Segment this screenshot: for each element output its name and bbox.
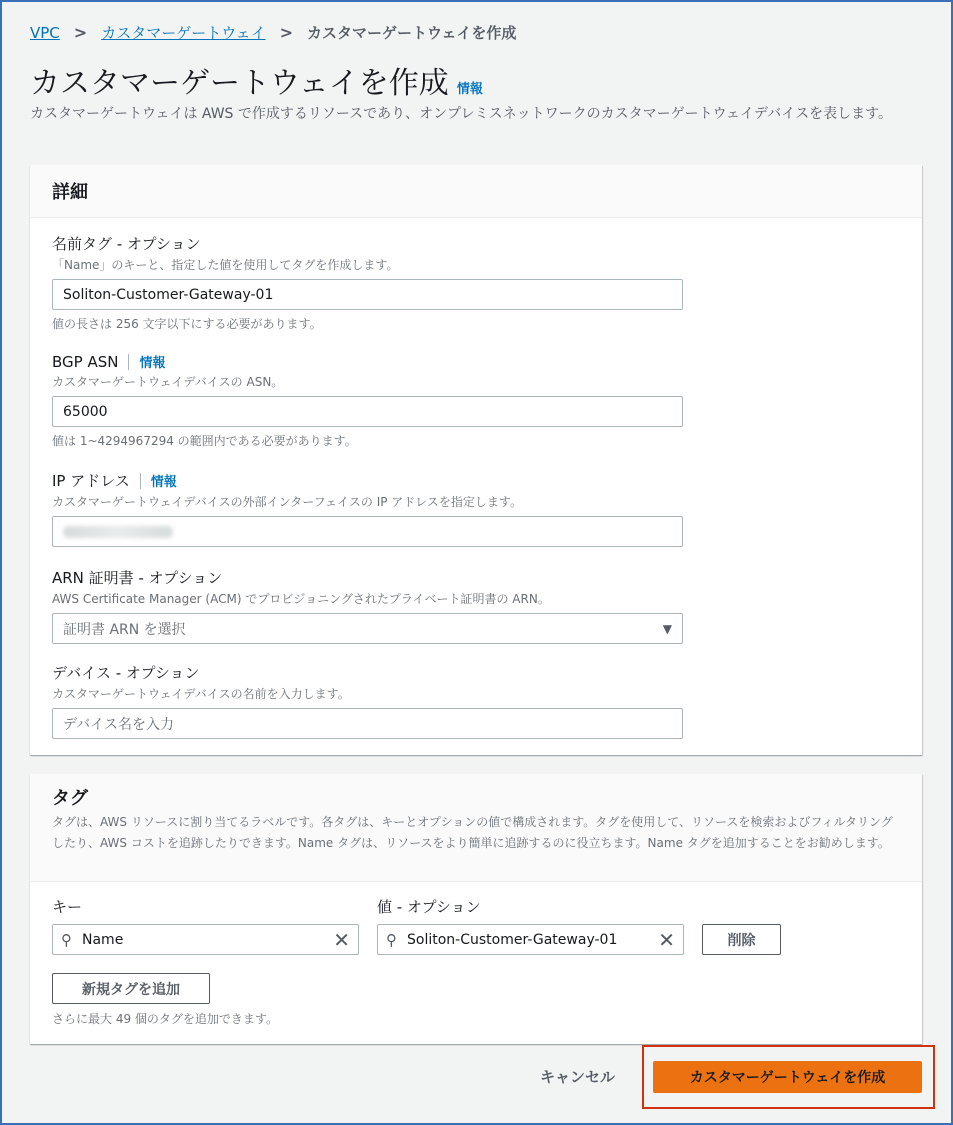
bgp-asn-info-link[interactable]: 情報 (139, 356, 166, 371)
device-label: デバイス - オプション (52, 664, 200, 682)
name-tag-input[interactable]: Soliton-Customer-Gateway-01 (52, 279, 683, 310)
tag-key-value: Name (82, 931, 124, 948)
tag-key-label: キー (52, 898, 83, 916)
breadcrumb-vpc[interactable]: VPC (30, 23, 60, 42)
name-tag-field (52, 233, 683, 332)
ip-address-desc: カスタマーゲートウェイデバイスの外部インターフェイスの IP アドレスを指定します。 (52, 495, 522, 509)
name-tag-constraint: 値の長さは 256 文字以下にする必要があります。 (52, 317, 322, 331)
breadcrumb-customer-gateways[interactable]: カスタマーゲートウェイ (101, 24, 266, 42)
chevron-right-icon: > (73, 23, 88, 42)
device-desc: カスタマーゲートウェイデバイスの名前を入力します。 (52, 687, 350, 701)
bgp-asn-constraint: 値は 1~4294967294 の範囲内である必要があります。 (52, 434, 357, 448)
add-tag-button[interactable]: 新規タグを追加 (52, 973, 210, 1004)
arn-cert-field (52, 567, 683, 644)
tag-value-input[interactable] (377, 924, 684, 955)
search-icon: ⚲ (61, 930, 72, 949)
bgp-asn-label-row (52, 352, 683, 371)
name-tag-label: 名前タグ - オプション (52, 235, 201, 253)
remove-tag-button[interactable]: 削除 (702, 924, 781, 955)
ip-address-label: IP アドレス (52, 472, 130, 490)
cancel-button[interactable]: キャンセル (540, 1068, 616, 1086)
clear-icon[interactable]: ✕ (333, 927, 350, 952)
info-link[interactable]: 情報 (456, 82, 483, 97)
tags-description: タグは、AWS リソースに割り当てるラベルです。各タグは、キーとオプションの値で構成されます。タグを使用して、リソースを検索およびフィルタリングしたり、AWS コストを追跡したりできます。Name タグは、リソースをより簡単に追跡するのに役立ちます。Name タグを追加することをお勧めします。 (52, 815, 893, 850)
device-input[interactable]: デバイス名を入力 (52, 708, 683, 739)
page-title (30, 58, 483, 102)
details-header: 詳細 (30, 165, 922, 218)
caret-down-icon: ▼ (662, 621, 672, 636)
tag-key-input[interactable] (52, 924, 359, 955)
page-description: カスタマーゲートウェイは AWS で作成するリソースであり、オンプレミスネットワークのカスタマーゲートウェイデバイスを表します。 (30, 106, 892, 122)
bgp-asn-desc: カスタマーゲートウェイデバイスの ASN。 (52, 375, 284, 389)
breadcrumb (30, 22, 516, 43)
tags-header (30, 774, 922, 882)
bgp-asn-label: BGP ASN (52, 352, 119, 371)
breadcrumb-current: カスタマーゲートウェイを作成 (307, 24, 517, 42)
device-field (52, 662, 683, 739)
bgp-asn-field (52, 352, 683, 449)
ip-address-input[interactable] (52, 516, 683, 547)
tag-value-label: 値 - オプション (377, 898, 481, 916)
tags-title: タグ (52, 788, 88, 809)
redacted-ip-value (63, 526, 173, 538)
ip-address-field (52, 470, 683, 547)
details-panel (30, 165, 922, 755)
arn-cert-placeholder: 証明書 ARN を選択 (63, 621, 186, 638)
search-icon: ⚲ (386, 930, 397, 949)
name-tag-desc: 「Name」のキーと、指定した値を使用してタグを作成します。 (52, 258, 399, 272)
clear-icon[interactable]: ✕ (658, 927, 675, 952)
ip-address-label-row (52, 470, 683, 491)
tags-footnote: さらに最大 49 個のタグを追加できます。 (52, 1012, 278, 1026)
ip-address-info-link[interactable]: 情報 (150, 475, 177, 490)
tag-value-value: Soliton-Customer-Gateway-01 (407, 931, 618, 948)
page-title-text: カスタマーゲートウェイを作成 (30, 66, 449, 101)
divider (128, 354, 129, 370)
bgp-asn-input[interactable]: 65000 (52, 396, 683, 427)
divider (140, 473, 141, 489)
chevron-right-icon: > (279, 23, 293, 42)
create-customer-gateway-button[interactable]: カスタマーゲートウェイを作成 (653, 1061, 922, 1093)
arn-cert-select[interactable] (52, 613, 683, 644)
arn-cert-desc: AWS Certificate Manager (ACM) でプロビジョニングされたプライベート証明書の ARN。 (52, 592, 550, 606)
arn-cert-label: ARN 証明書 - オプション (52, 569, 223, 587)
tags-panel (30, 774, 922, 1044)
